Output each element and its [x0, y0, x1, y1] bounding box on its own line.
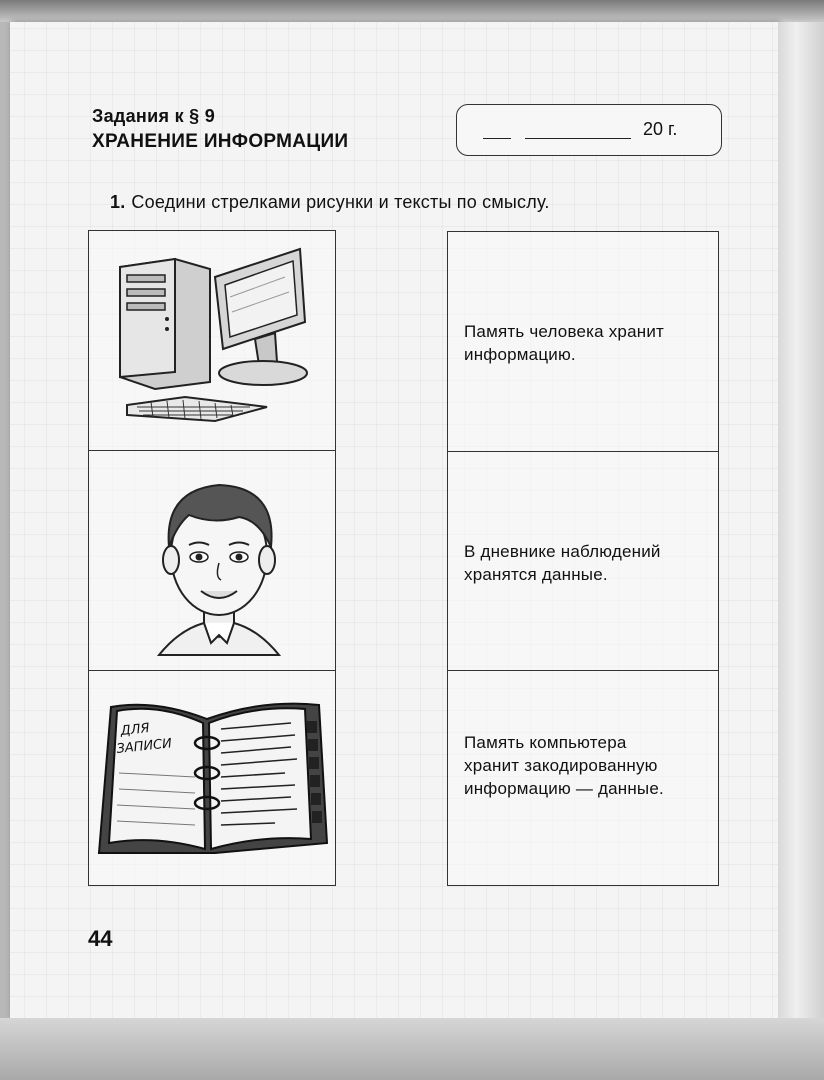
picture-cell-diary[interactable]	[89, 671, 335, 885]
date-field[interactable]	[456, 104, 722, 156]
scan-top-edge	[0, 0, 824, 22]
pictures-column	[88, 230, 336, 886]
boy-face-icon	[119, 465, 319, 665]
text-card-3-line1: Память компьютера	[464, 733, 627, 752]
picture-cell-computer[interactable]	[89, 231, 335, 451]
text-card-3-line3: информацию — данные.	[464, 779, 664, 798]
date-year-label: 20 г.	[643, 119, 678, 139]
text-cell-3[interactable]	[448, 671, 718, 885]
texts-column	[447, 231, 719, 886]
text-card-2-line1: В дневнике наблюдений	[464, 542, 661, 561]
text-card-3	[464, 731, 664, 800]
date-month-blank[interactable]	[525, 138, 631, 139]
scan-bottom-edge	[0, 1018, 824, 1080]
svg-text:ДЛЯ: ДЛЯ	[119, 721, 151, 739]
task-number: 1.	[110, 192, 126, 212]
page-heading	[92, 103, 348, 155]
text-card-2	[464, 540, 661, 586]
text-cell-1[interactable]	[448, 232, 718, 452]
text-card-1	[464, 320, 664, 366]
page-number: 44	[88, 926, 113, 951]
date-day-blank[interactable]	[483, 138, 511, 139]
text-card-1-line1: Память человека хранит	[464, 322, 665, 341]
page-title: ХРАНЕНИЕ ИНФОРМАЦИИ	[92, 131, 349, 152]
computer-icon	[115, 237, 315, 437]
svg-text:ЗАПИСИ: ЗАПИСИ	[115, 736, 173, 757]
text-card-2-line2: хранятся данные.	[464, 565, 608, 584]
text-card-1-line2: информацию.	[464, 345, 576, 364]
picture-cell-boy[interactable]	[89, 451, 335, 671]
task-text: Соедини стрелками рисунки и тексты по смыслу.	[131, 192, 550, 212]
assignment-label: Задания к § 9	[92, 106, 216, 126]
text-cell-2[interactable]	[448, 452, 718, 671]
task-instruction	[110, 192, 550, 213]
text-card-3-line2: хранит закодированную	[464, 756, 658, 775]
page-edge	[778, 22, 824, 1018]
diary-notebook-icon	[95, 693, 331, 863]
